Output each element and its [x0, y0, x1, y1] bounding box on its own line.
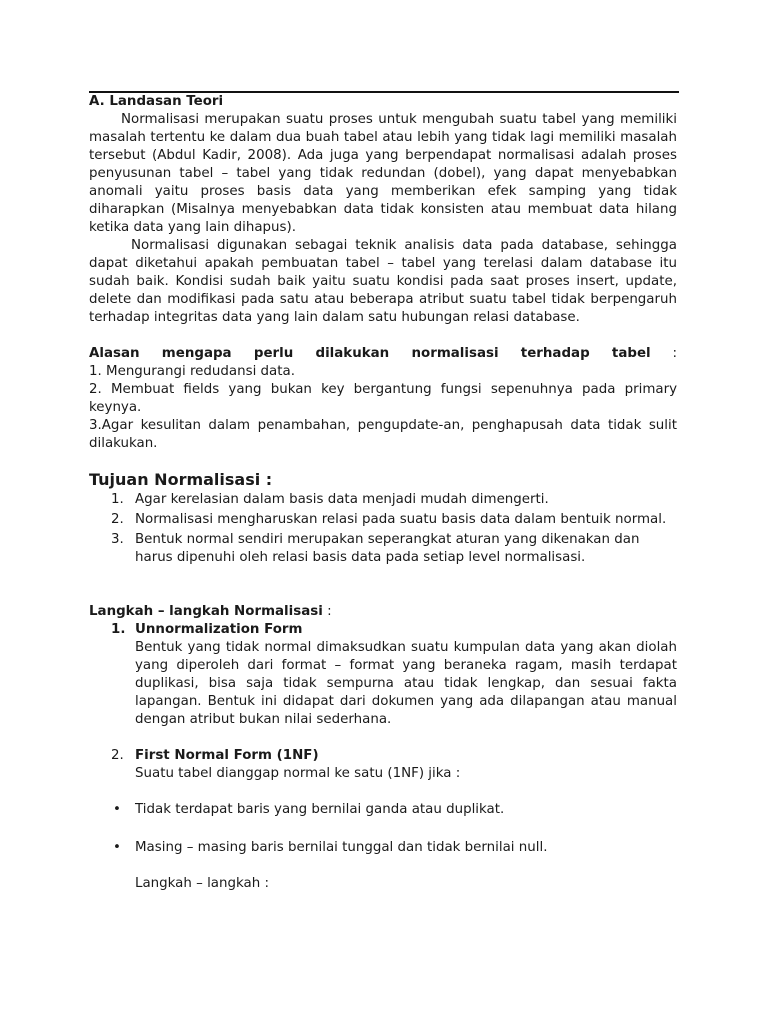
step-intro: Suatu tabel dianggap normal ke satu (1NF) jika :: [135, 766, 461, 781]
step-heading: 1. Unnormalization Form: [111, 622, 303, 637]
sub-heading: Langkah – langkah :: [135, 876, 269, 891]
list-item: 1. Agar kerelasian dalam basis data menjadi mudah dimengerti.: [111, 492, 549, 507]
bullet-item: • Tidak terdapat baris yang bernilai ganda atau duplikat.: [113, 802, 505, 817]
document-content: [89, 93, 677, 893]
tujuan-heading: Tujuan Normalisasi :: [89, 470, 273, 489]
section-heading: A. Landasan Teori: [89, 94, 224, 109]
alasan-item: 3.Agar kesulitan dalam penambahan, pengupdate-an, penghapusah data tidak sulit dilakukan.: [89, 418, 677, 451]
alasan-item: 1. Mengurangi redudansi data.: [89, 364, 295, 379]
paragraph: Normalisasi merupakan suatu proses untuk mengubah suatu tabel yang memiliki masalah tertentu ke dalam dua buah tabel atau lebih yang tidak lagi memiliki masalah tersebut (Abdul Kadir, 2008). Ada juga yang berpendapat normalisasi adalah proses penyusunan tabel – tabel yang tidak redundan (dobel), yang dapat menyebabkan anomali yaitu proses basis data yang memberikan efek samping yang tidak diharapkan (Misalnya menyebabkan data tidak konsisten atau membuat data hilang ketika data yang lain dihapus).: [89, 112, 677, 235]
alasan-item: 2. Membuat fields yang bukan key bergantung fungsi sepenuhnya pada primary keynya.: [89, 382, 677, 415]
paragraph: Normalisasi digunakan sebagai teknik analisis data pada database, sehingga dapat diketahui apakah pembuatan tabel – tabel yang terelasi dalam database itu sudah baik. Kondisi sudah baik yaitu suatu kondisi pada saat proses insert, update, delete dan modifikasi pada satu atau beberapa atribut suatu tabel tidak berpengaruh terhadap integritas data yang lain dalam satu hubungan relasi database.: [89, 238, 677, 325]
list-item: 3. Bentuk normal sendiri merupakan seperangkat aturan yang dikenakan dan harus dipenuhi oleh relasi basis data pada setiap level normalisasi.: [111, 532, 640, 565]
bullet-item: • Masing – masing baris bernilai tunggal dan tidak bernilai null.: [113, 840, 548, 855]
step-heading: 2. First Normal Form (1NF): [111, 748, 319, 763]
langkah-heading: Langkah – langkah Normalisasi :: [89, 604, 332, 619]
step-body: Bentuk yang tidak normal dimaksudkan suatu kumpulan data yang akan diolah yang diperoleh dari format – format yang beraneka ragam, masih terdapat duplikasi, bisa saja tidak sempurna atau tidak lengkap, dan sesuai fakta lapangan. Bentuk ini didapat dari dokumen yang ada dilapangan atau manual dengan atribut bukan nilai sederhana.: [135, 640, 677, 727]
alasan-heading: Alasan mengapa perlu dilakukan normalisasi terhadap tabel :: [89, 346, 677, 361]
tujuan-list: [89, 491, 677, 567]
list-item: 2. Normalisasi mengharuskan relasi pada suatu basis data dalam bentuik normal.: [111, 512, 667, 527]
